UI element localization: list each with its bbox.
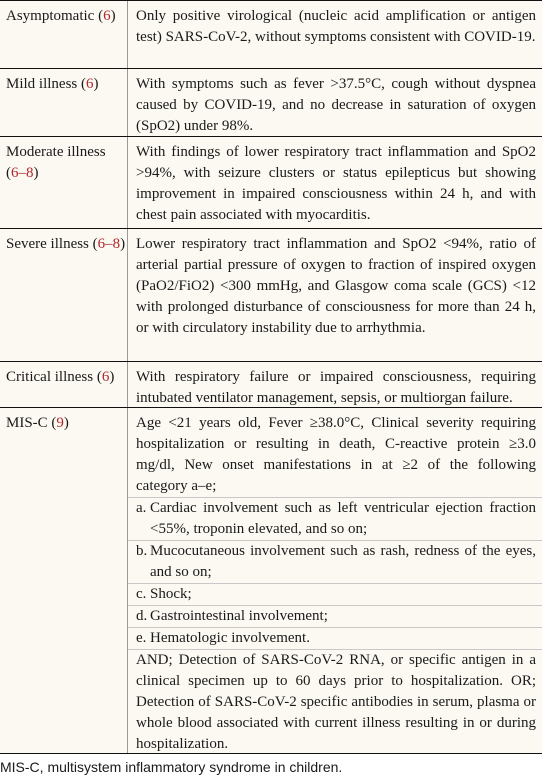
table-row-misc xyxy=(0,408,542,754)
row-label: MIS-C (9) xyxy=(0,408,128,753)
row-description: Lower respiratory tract inflammation and SpO2 <94%, ratio of arterial partial pressure of oxygen to fraction of inspired oxygen (PaO2/FiO2) <300 mmHg, and Glasgow coma scale (GCS) <12 with prolonged disturbance of consciousness for more than 24 h, or with circulatory instability due to arrhythmia. xyxy=(136,236,536,336)
table-row xyxy=(0,137,542,229)
list-item: e. Hematologic involvement. xyxy=(136,630,310,646)
row-label: Moderate illness (6–8) xyxy=(0,137,128,228)
list-item: d. Gastrointestinal involvement; xyxy=(136,608,328,624)
row-description: With findings of lower respiratory tract inflammation and SpO2 >94%, with seizure clusters or status epilepticus but showing improvement in impaired consciousness within 24 h, and with chest pain associated with myocarditis. xyxy=(136,144,536,223)
table-row xyxy=(0,229,542,362)
table-row xyxy=(0,362,542,408)
list-item: c. Shock; xyxy=(136,586,192,602)
table-row xyxy=(0,0,542,69)
row-description: With respiratory failure or impaired consciousness, requiring intubated ventilator management, sepsis, or multiorgan failure. xyxy=(136,369,536,406)
row-label: Critical illness (6) xyxy=(0,362,128,407)
row-label: Mild illness (6) xyxy=(0,69,128,136)
criteria-tail: AND; Detection of SARS-CoV-2 RNA, or specific antigen in a clinical specimen up to 60 days prior to hospitalization. OR; Detection of SARS-CoV-2 specific antibodies in serum, plasma or whole blood associated with current illness resulting in or during hospitalization. xyxy=(136,652,536,752)
table-row xyxy=(0,69,542,137)
row-description: Only positive virological (nucleic acid amplification or antigen test) SARS-CoV-2, without symptoms consistent with COVID-19. xyxy=(136,8,536,45)
list-item: a. Cardiac involvement such as left ventricular ejection fraction <55%, troponin elevated, and so on; xyxy=(136,500,536,537)
reference-link[interactable]: 6 xyxy=(103,8,111,24)
reference-link[interactable]: 9 xyxy=(56,415,64,431)
criteria-intro: Age <21 years old, Fever ≥38.0°C, Clinical severity requiring hospitalization or resulting in death, C-reactive protein ≥3.0 mg/dl, New onset manifestations in at ≥2 of the following category a–e; xyxy=(136,415,536,494)
row-description: With symptoms such as fever >37.5°C, cough without dyspnea caused by COVID-19, and no decrease in saturation of oxygen (SpO2) under 98%. xyxy=(136,76,536,134)
row-label: Severe illness (6–8) xyxy=(0,229,128,361)
reference-link[interactable]: 6 xyxy=(101,369,110,385)
row-description xyxy=(128,408,542,753)
reference-link[interactable]: 6 xyxy=(86,76,94,92)
table-footnote: MIS-C, multisystem inflammatory syndrome in children. xyxy=(0,759,343,775)
row-label: Asymptomatic (6) xyxy=(0,1,128,68)
reference-link[interactable]: 6–8 xyxy=(97,236,121,252)
reference-link[interactable]: 6–8 xyxy=(11,165,34,181)
list-item: b. Mucocutaneous involvement such as rash, redness of the eyes, and so on; xyxy=(136,543,536,580)
